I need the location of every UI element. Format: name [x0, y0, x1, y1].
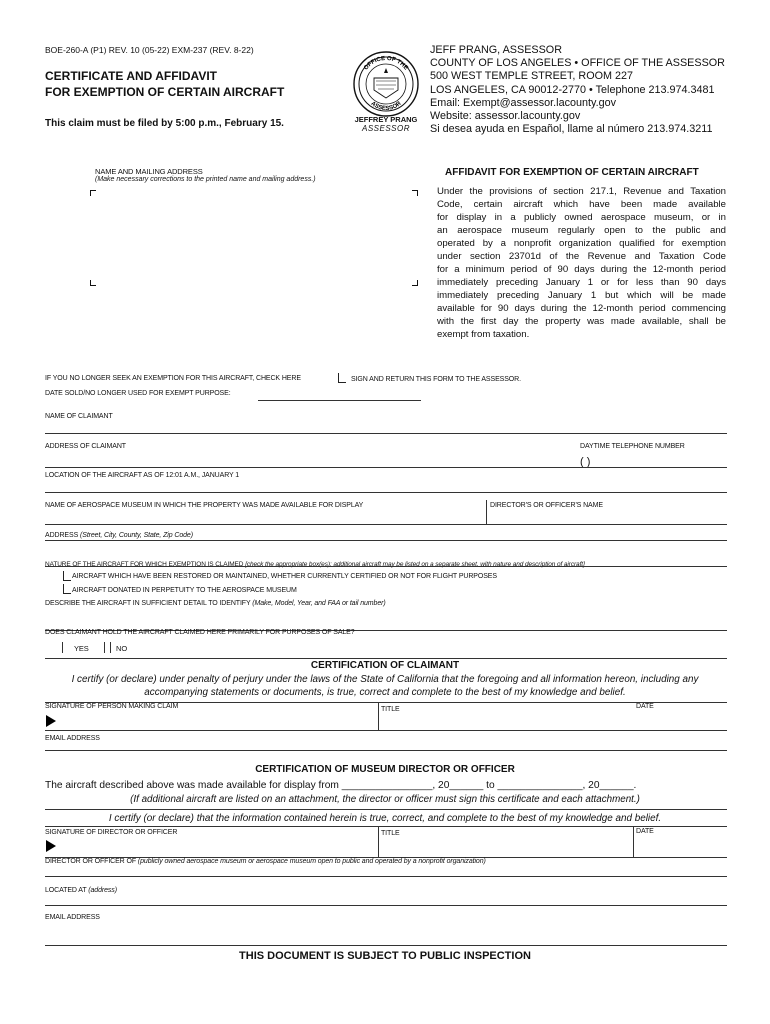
form-id: BOE-260-A (P1) REV. 10 (05-22) EXM-237 (REV. 8-22) — [45, 45, 254, 55]
office-spanish-help: Si desea ayuda en Español, llame al número 213.974.3211 — [430, 123, 713, 136]
form-title-line2: FOR EXEMPTION OF CERTAIN AIRCRAFT — [45, 85, 285, 99]
address-box-sublabel: (Make necessary corrections to the printed name and mailing address.) — [95, 176, 316, 183]
sign-here-arrow-icon — [46, 715, 56, 727]
deadline-note: This claim must be filed by 5:00 p.m., February 15. — [45, 118, 284, 129]
form-title-line1: CERTIFICATE AND AFFIDAVIT — [45, 69, 217, 83]
nature-label: NATURE OF THE AIRCRAFT FOR WHICH EXEMPTION IS CLAIMED [check the appropriate box(es); additional aircraft may be listed on a separate sheet, with nature and description of aircraft] — [45, 561, 585, 568]
address-box-label: NAME AND MAILING ADDRESS — [95, 167, 203, 176]
county-seal — [352, 50, 420, 118]
affidavit-text — [437, 185, 726, 341]
affidavit-line: exempt from taxation. — [437, 329, 530, 340]
affidavit-line: for display in a publicly owned aerospace museum, or in — [437, 212, 726, 223]
assessor-signature-title: ASSESSOR — [361, 124, 410, 133]
seal-top-text: OFFICE OF THE — [363, 55, 409, 72]
claimant-address-line[interactable] — [45, 467, 727, 468]
affidavit-heading: AFFIDAVIT FOR EXEMPTION OF CERTAIN AIRCRAFT — [445, 167, 699, 178]
sale-question-label: DOES CLAIMANT HOLD THE AIRCRAFT CLAIMED HERE PRIMARILY FOR PURPOSES OF SALE? — [45, 629, 355, 636]
sign-here-arrow-icon — [46, 840, 56, 852]
office-line: 500 WEST TEMPLE STREET, ROOM 227 — [430, 70, 634, 83]
director-name-label: DIRECTOR'S OR OFFICER'S NAME — [490, 502, 603, 509]
affidavit-line: immediately preceding January 1 but which will be made — [437, 290, 726, 301]
cert-claimant-statement-1: I certify (or declare) under penalty of perjury under the laws of the State of California that the foregoing and all information hereon, including any — [71, 674, 699, 685]
form-title — [45, 68, 284, 100]
office-website: Website: assessor.lacounty.gov — [430, 110, 581, 123]
display-period-statement[interactable]: The aircraft described above was made available for display from ________________, 20______ to _______________, 20______. — [45, 780, 637, 791]
yes-checkbox[interactable] — [62, 642, 63, 653]
affidavit-line: immediately preceding January 1 or for less than 90 days — [437, 277, 726, 288]
cert-museum-statement: I certify (or declare) that the information contained herein is true, correct, and complete to the best of my knowledge and belief. — [108, 813, 662, 824]
director-signature-label: SIGNATURE OF DIRECTOR OR OFFICER — [45, 829, 178, 836]
mailing-address-box[interactable] — [88, 188, 420, 288]
director-date-label: DATE — [636, 828, 654, 835]
claimant-title-field[interactable] — [381, 714, 631, 730]
restored-checkbox[interactable] — [63, 571, 71, 581]
public-inspection-footer: THIS DOCUMENT IS SUBJECT TO PUBLIC INSPECTION — [239, 950, 531, 962]
claimant-name-line[interactable] — [45, 433, 727, 434]
affidavit-line: under section 23701d of the Revenue and Taxation Code — [437, 251, 726, 262]
cert-museum-heading: CERTIFICATION OF MUSEUM DIRECTOR OR OFFICER — [255, 764, 515, 775]
daytime-phone-field[interactable]: ( ) — [580, 456, 591, 468]
director-signature-field[interactable] — [60, 830, 376, 857]
director-email-field[interactable] — [120, 910, 726, 926]
museum-name-line[interactable] — [45, 524, 727, 525]
affidavit-line: Under the provisions of section 217.1, Revenue and Taxation — [437, 186, 726, 197]
office-line: COUNTY OF LOS ANGELES • OFFICE OF THE ASSESSOR — [430, 57, 725, 70]
attachment-note: (If additional aircraft are listed on an attachment, the director or officer must sign this certificate and each attachment.) — [130, 794, 640, 805]
donated-checkbox[interactable] — [63, 584, 71, 594]
director-email-label: EMAIL ADDRESS — [45, 914, 100, 921]
seal-bottom-text: ASSESSOR — [369, 100, 403, 113]
director-of-line[interactable] — [45, 876, 727, 877]
assessor-signature-name: JEFFREY PRANG — [354, 115, 418, 124]
claimant-email-field[interactable] — [120, 732, 726, 748]
affidavit-line: for a minimum period of 90 days during the 12-month period — [437, 264, 726, 275]
no-longer-seek-label: IF YOU NO LONGER SEEK AN EXEMPTION FOR THIS AIRCRAFT, CHECK HERE — [45, 375, 301, 382]
affidavit-line: Code, certain aircraft which have been made available — [437, 199, 726, 210]
museum-name-label: NAME OF AEROSPACE MUSEUM IN WHICH THE PROPERTY WAS MADE AVAILABLE FOR DISPLAY — [45, 502, 364, 509]
office-email: Email: Exempt@assessor.lacounty.gov — [430, 96, 616, 109]
claimant-title-label: TITLE — [381, 706, 400, 713]
donated-option-label: AIRCRAFT DONATED IN PERPETUITY TO THE AEROSPACE MUSEUM — [72, 587, 297, 594]
claimant-signature-field[interactable] — [60, 704, 376, 730]
cert-claimant-statement-2: accompanying statements or documents, is true, correct and complete to the best of my knowledge and belief. — [144, 687, 626, 698]
claimant-name-label: NAME OF CLAIMANT — [45, 413, 113, 420]
no-label: NO — [116, 644, 128, 653]
location-label: LOCATION OF THE AIRCRAFT AS OF 12:01 A.M., JANUARY 1 — [45, 472, 240, 479]
located-at-label: LOCATED AT (address) — [45, 887, 117, 894]
yes-label: YES — [74, 644, 89, 653]
claimant-date-field[interactable] — [636, 712, 726, 730]
museum-address-line[interactable] — [45, 540, 727, 541]
affidavit-line: an aerospace museum regularly open to the public and — [437, 225, 726, 236]
daytime-phone-label: DAYTIME TELEPHONE NUMBER — [580, 443, 685, 450]
museum-address-label: ADDRESS (Street, City, County, State, Zip Code) — [45, 532, 193, 539]
director-title-field[interactable] — [381, 838, 631, 857]
director-of-label: DIRECTOR OR OFFICER OF (publicly owned aerospace museum or aerospace museum open to public and operated by a nonprofit organization) — [45, 858, 486, 865]
office-info — [430, 44, 725, 136]
no-checkbox[interactable] — [110, 642, 111, 653]
cert-claimant-heading: CERTIFICATION OF CLAIMANT — [310, 660, 460, 671]
affidavit-line: with the first day the property was made available, shall be — [437, 316, 726, 327]
claimant-signature-label: SIGNATURE OF PERSON MAKING CLAIM — [45, 703, 179, 710]
claimant-email-label: EMAIL ADDRESS — [45, 735, 100, 742]
date-sold-line[interactable] — [258, 400, 421, 401]
sign-return-label: SIGN AND RETURN THIS FORM TO THE ASSESSOR. — [351, 376, 521, 383]
restored-option-label: AIRCRAFT WHICH HAVE BEEN RESTORED OR MAINTAINED, WHETHER CURRENTLY CERTIFIED OR NOT FOR FLIGHT PURPOSES — [72, 573, 497, 580]
director-title-label: TITLE — [381, 830, 400, 837]
describe-label: DESCRIBE THE AIRCRAFT IN SUFFICIENT DETAIL TO IDENTIFY (Make, Model, Year, and FAA or tail number) — [45, 600, 386, 607]
located-at-line[interactable] — [45, 905, 727, 906]
claimant-address-label: ADDRESS OF CLAIMANT — [45, 443, 126, 450]
location-line[interactable] — [45, 492, 727, 493]
affidavit-line: operated by a nonprofit organization qualified for exemption — [437, 238, 726, 249]
claimant-date-label: DATE — [636, 703, 654, 710]
affidavit-line: available for 90 days during the 12-month period commencing — [437, 303, 726, 314]
date-sold-label: DATE SOLD/NO LONGER USED FOR EXEMPT PURPOSE: — [45, 390, 231, 397]
no-longer-seek-checkbox[interactable] — [338, 373, 346, 383]
office-line: JEFF PRANG, ASSESSOR — [430, 44, 562, 56]
director-date-field[interactable] — [636, 838, 726, 857]
office-line: LOS ANGELES, CA 90012-2770 • Telephone 213.974.3481 — [430, 83, 715, 96]
